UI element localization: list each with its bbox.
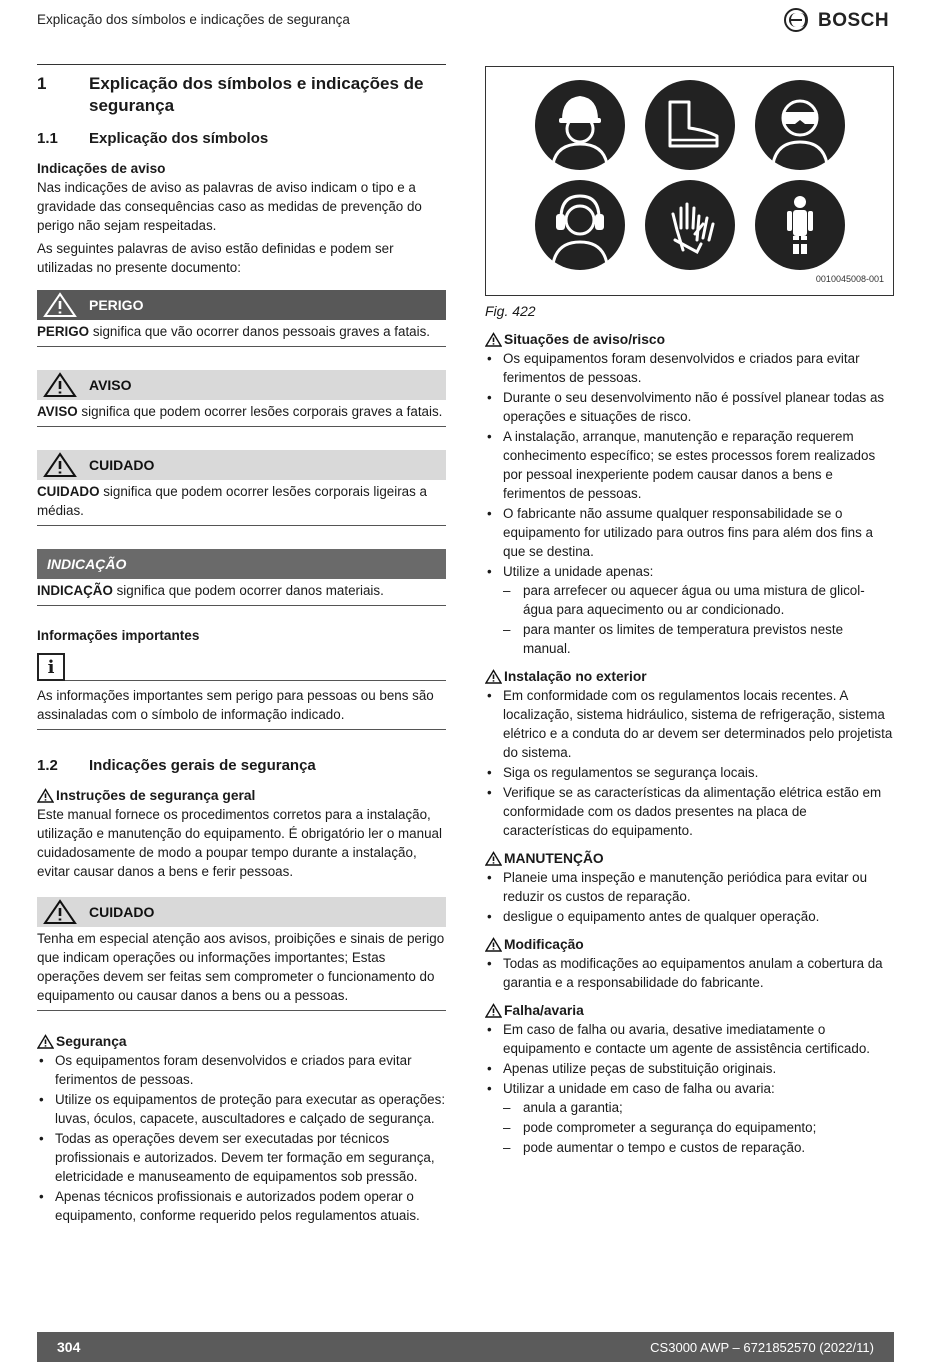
warning-bar: [37, 370, 446, 400]
list-item: • Utilize os equipamentos de proteção para executar as operações: luvas, óculos, capacete, auscultadores e calçado de segurança.: [37, 1090, 446, 1128]
goggles-icon: [755, 80, 845, 170]
section-1-2-heading: [37, 756, 446, 776]
caution-text: Tenha em especial atenção aos avisos, proibições e sinais de perigo que indicam operações ou informações importantes; Estas operações devem ser feitas sem comprometer o funcionamento do equipamento ou causar danos a bens ou a pessoas.: [37, 927, 446, 1011]
signal-description: significa que podem ocorrer lesões corporais ligeiras a médias.: [37, 484, 427, 518]
sub-list: [503, 1098, 894, 1157]
warning-triangle-icon: [485, 1003, 502, 1018]
list-item: • Todas as modificações ao equipamentos anulam a cobertura da garantia e a responsabilidade do fabricante.: [485, 954, 894, 992]
warning-triangle-icon: [43, 899, 77, 925]
ppe-figure: [485, 66, 894, 296]
info-symbol-row: [37, 653, 446, 681]
signal-description: significa que podem ocorrer danos materiais.: [112, 583, 384, 598]
list-item: • O fabricante não assume qualquer responsabilidade se o equipamento for utilizado para outros fins para além dos fins a que se destina.: [485, 504, 894, 561]
danger-box: [37, 290, 446, 347]
signal-word: INDICAÇÃO: [37, 583, 113, 598]
list-item: [485, 1079, 894, 1157]
risk-list: [485, 349, 894, 658]
list-item: • Apenas utilize peças de substituição originais.: [485, 1059, 894, 1078]
list-item: • Verifique se as características da alimentação elétrica estão em conformidade com os dados presentes na placa de características do equipamento.: [485, 783, 894, 840]
list-item: • Durante o seu desenvolvimento não é possível planear todas as operações e situações de risco.: [485, 388, 894, 426]
heading-text: Falha/avaria: [504, 1003, 584, 1018]
gloves-icon: [645, 180, 735, 270]
general-safety-heading: [37, 786, 446, 805]
list-item: • Em caso de falha ou avaria, desative imediatamente o equipamento e contacte um agente de assistência certificado.: [485, 1020, 894, 1058]
warning-triangle-icon: [485, 332, 502, 347]
warning-triangle-icon: [43, 452, 77, 478]
section-number: 1.2: [37, 757, 58, 774]
sub-list: [503, 581, 894, 658]
sub-list-item: – pode comprometer a segurança do equipamento;: [503, 1118, 894, 1137]
signal-word: CUIDADO: [37, 484, 100, 499]
warning-triangle-icon: [37, 788, 54, 803]
warning-triangle-icon: [485, 937, 502, 952]
warnings-paragraph: Nas indicações de aviso as palavras de aviso indicam o tipo e a gravidade das consequências caso as medidas de prevenção do perigo não sejam respeitadas.: [37, 180, 422, 233]
sub-list-item: – para arrefecer ou aquecer água ou uma mistura de glicol-água para aquecimento ou ar condicionado.: [503, 581, 894, 619]
notice-bar: INDICAÇÃO: [37, 549, 446, 579]
heading-text: MANUTENÇÃO: [504, 851, 604, 866]
modification-heading: [485, 935, 894, 954]
list-item: • Planeie uma inspeção e manutenção periódica para evitar ou reduzir os custos de reparação.: [485, 868, 894, 906]
warning-text: [37, 400, 446, 427]
list-item: • Apenas técnicos profissionais e autorizados podem operar o equipamento, conforme requerido pelos regulamentos atuais.: [37, 1187, 446, 1225]
protective-clothing-icon: [755, 180, 845, 270]
safety-list: [37, 1051, 446, 1225]
section-number: 1.1: [37, 130, 58, 147]
signal-word: PERIGO: [37, 324, 90, 339]
notice-text: [37, 579, 446, 606]
figure-code: 0010045008-001: [815, 274, 884, 284]
warning-box: [37, 370, 446, 427]
heading-text: Segurança: [56, 1034, 127, 1049]
list-item: • Siga os regulamentos se segurança locais.: [485, 763, 894, 782]
left-column: [37, 64, 446, 1225]
page-footer: [37, 1332, 894, 1362]
divider: [65, 653, 446, 681]
running-header: Explicação dos símbolos e indicações de segurança: [37, 12, 350, 27]
page-number: 304: [57, 1338, 81, 1355]
important-info-text: As informações importantes sem perigo para pessoas ou bens são assinaladas com o símbolo de informação indicado.: [37, 686, 446, 730]
outdoor-list: [485, 686, 894, 840]
list-item: • Todas as operações devem ser executadas por técnicos profissionais e autorizados. Devem ter formação em segurança, eletricidade e manuseamento de equipamentos sob pressão.: [37, 1129, 446, 1186]
figure-caption: Fig. 422: [485, 303, 536, 319]
bosch-armature-icon: [784, 8, 808, 32]
safety-boot-icon: [645, 80, 735, 170]
outdoor-install-heading: [485, 667, 894, 686]
caution-bar: [37, 897, 446, 927]
list-item: • desligue o equipamento antes de qualquer operação.: [485, 907, 894, 926]
modification-list: [485, 954, 894, 992]
list-item: • Os equipamentos foram desenvolvidos e criados para evitar ferimentos de pessoas.: [485, 349, 894, 387]
signal-description: significa que podem ocorrer lesões corporais graves a fatais.: [77, 404, 443, 419]
list-item: [485, 562, 894, 658]
caution-bar: [37, 450, 446, 480]
heading-text: Situações de aviso/risco: [504, 332, 666, 347]
list-item-text: Utilizar a unidade em caso de falha ou avaria:: [503, 1081, 775, 1096]
helmet-icon: [535, 80, 625, 170]
sub-list-item: – pode aumentar o tempo e custos de reparação.: [503, 1138, 894, 1157]
ear-protection-icon: [535, 180, 625, 270]
warning-triangle-icon: [485, 851, 502, 866]
caution-box: [37, 450, 446, 526]
general-safety-text: Este manual fornece os procedimentos corretos para a instalação, utilização e manutenção do equipamento. É obrigatório ler o manual cuidadosamente de modo a poupar tempo durante a instalação, evitar causar danos a bens e ferir pessoas.: [37, 807, 442, 879]
document-id: CS3000 AWP – 6721852570 (2022/11): [650, 1339, 874, 1355]
risk-situations-heading: [485, 330, 894, 349]
warning-triangle-icon: [43, 292, 77, 318]
section-1-heading: [37, 64, 446, 117]
danger-text: [37, 320, 446, 347]
brand-name: BOSCH: [818, 9, 890, 31]
warning-triangle-icon: [43, 372, 77, 398]
section-title: Explicação dos símbolos: [89, 130, 269, 147]
warning-label: AVISO: [89, 376, 132, 393]
warnings-heading: Indicações de aviso: [37, 161, 166, 176]
section-1-1-heading: [37, 129, 446, 149]
danger-label: PERIGO: [89, 296, 144, 313]
caution-label: CUIDADO: [89, 456, 155, 473]
sub-list-item: – anula a garantia;: [503, 1098, 894, 1117]
section-title: Indicações gerais de segurança: [89, 757, 316, 774]
caution-text: [37, 480, 446, 526]
signal-word: AVISO: [37, 404, 78, 419]
warnings-paragraph-2: As seguintes palavras de aviso estão definidas e podem ser utilizadas no presente documento:: [37, 241, 394, 275]
failure-list: [485, 1020, 894, 1157]
heading-text: Instruções de segurança geral: [56, 788, 256, 803]
maintenance-heading: [485, 849, 894, 868]
danger-bar: [37, 290, 446, 320]
bosch-logo: [784, 8, 889, 32]
info-icon: i: [37, 653, 65, 681]
maintenance-list: [485, 868, 894, 926]
warning-triangle-icon: [37, 1034, 54, 1049]
warning-triangle-icon: [485, 669, 502, 684]
list-item-text: Utilize a unidade apenas:: [503, 564, 654, 579]
notice-box: [37, 549, 446, 606]
failure-heading: [485, 1001, 894, 1020]
list-item: • Em conformidade com os regulamentos locais recentes. A localização, sistema hidráulico, sistema de refrigeração, sistema elétrico e a conduta do ar devem ser determinados pelo projetista do sistema.: [485, 686, 894, 762]
caution-box-2: [37, 897, 446, 1011]
list-item: • A instalação, arranque, manutenção e reparação requerem conhecimento específico; se estes processos forem realizados por pessoal inexperiente podem causar danos a bens e ferimentos de pessoas.: [485, 427, 894, 503]
signal-description: significa que vão ocorrer danos pessoais graves a fatais.: [89, 324, 430, 339]
heading-text: Instalação no exterior: [504, 669, 647, 684]
heading-text: Modificação: [504, 937, 584, 952]
important-info-heading: Informações importantes: [37, 628, 200, 643]
caution-label: CUIDADO: [89, 903, 155, 920]
section-title: Explicação dos símbolos e indicações de segurança: [89, 74, 424, 115]
sub-list-item: – para manter os limites de temperatura previstos neste manual.: [503, 620, 894, 658]
section-number: 1: [37, 74, 47, 93]
safety-heading: [37, 1032, 446, 1051]
list-item: • Os equipamentos foram desenvolvidos e criados para evitar ferimentos de pessoas.: [37, 1051, 446, 1089]
right-column: [485, 66, 894, 1157]
